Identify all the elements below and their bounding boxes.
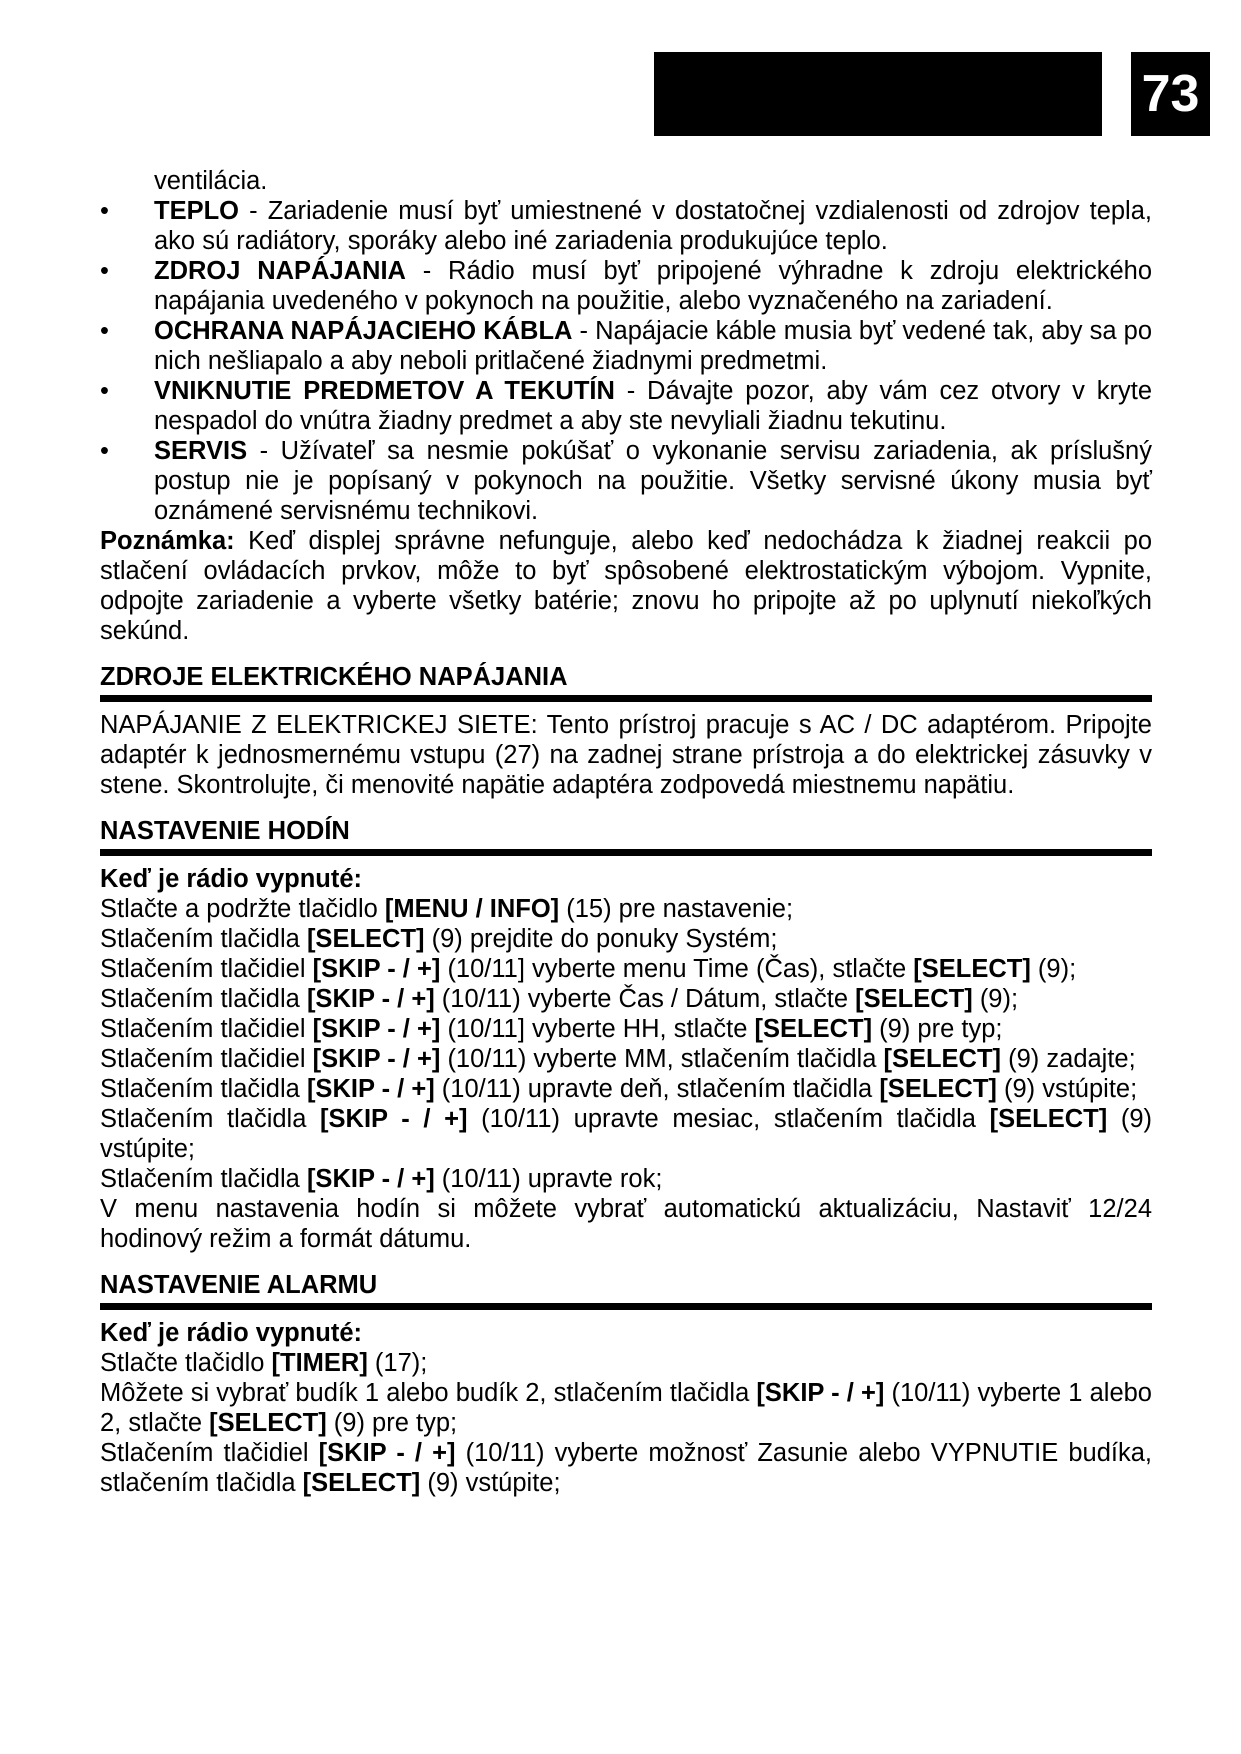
- step-text: (10/11) upravte mesiac, stlačením tlačidla: [467, 1105, 990, 1133]
- step-text: Stlačením tlačidla: [100, 985, 307, 1013]
- bullet-text: - Dávajte pozor, aby vám cez otvory v kryte nespadol do vnútra žiadny predmet a aby ste nevyliali žiadnu tekutinu.: [154, 377, 1153, 435]
- page-content: [100, 166, 1152, 1498]
- clock-steps: [100, 894, 1152, 1254]
- step-text: Stlačením tlačidiel: [100, 1439, 319, 1467]
- section-title-power: ZDROJE ELEKTRICKÉHO NAPÁJANIA: [100, 662, 1152, 702]
- step-text: (9) prejdite do ponuky Systém;: [424, 925, 778, 953]
- safety-bullet-item: [100, 376, 1152, 436]
- note-text: Keď displej správne nefunguje, alebo keď nedochádza k žiadnej reakcii po stlačení ovládacích prvkov, môže to byť spôsobené elektrostatickým výbojom. Vypnite, odpojte zariadenie a vyberte všetky batérie; znovu ho pripojte až po uplynutí niekoľkých sekúnd.: [100, 527, 1152, 645]
- button-reference: [SELECT]: [302, 1469, 421, 1497]
- step-text: (9) vstúpite;: [420, 1469, 561, 1497]
- bullet-text: - Napájacie káble musia byť vedené tak, aby sa po nich nešliapalo a aby neboli pritlačené žiadnymi predmetmi.: [154, 317, 1152, 375]
- alarm-steps: [100, 1348, 1152, 1498]
- safety-bullet-list: [100, 196, 1152, 526]
- step-text: (9) pre typ;: [872, 1015, 1003, 1043]
- button-reference: [SELECT]: [754, 1015, 873, 1043]
- step-text: Stlačte a podržte tlačidlo: [100, 895, 385, 923]
- step-text: (10/11) upravte deň, stlačením tlačidla: [434, 1075, 880, 1103]
- step-text: Stlačením tlačidla: [100, 925, 307, 953]
- step-text: Stlačením tlačidiel: [100, 1045, 313, 1073]
- clock-step: [100, 1194, 1152, 1254]
- alarm-subtitle-text: Keď je rádio vypnuté:: [100, 1319, 363, 1347]
- step-text: (10/11] vyberte HH, stlačte: [440, 1015, 755, 1043]
- button-reference: [SELECT]: [306, 925, 425, 953]
- button-reference: [SKIP - / +]: [312, 1015, 441, 1043]
- section-title-alarm: NASTAVENIE ALARMU: [100, 1270, 1152, 1310]
- step-text: (10/11) upravte rok;: [434, 1165, 663, 1193]
- step-text: (15) pre nastavenie;: [559, 895, 794, 923]
- bullet-text: - Zariadenie musí byť umiestnené v dostatočnej vzdialenosti od zdrojov tepla, ako sú radiátory, sporáky alebo iné zariadenia produkujúce teplo.: [154, 197, 1152, 255]
- header-black-bar: [654, 52, 1102, 136]
- button-reference: [SKIP - / +]: [312, 1045, 441, 1073]
- bullet-term: OCHRANA NAPÁJACIEHO KÁBLA: [154, 317, 573, 345]
- step-text: Môžete si vybrať budík 1 alebo budík 2, stlačením tlačidla: [100, 1379, 757, 1407]
- safety-bullet-item: [100, 316, 1152, 376]
- note-label: Poznámka:: [100, 527, 235, 555]
- step-text: V menu nastavenia hodín si môžete vybrať automatickú aktualizáciu, Nastaviť 12/24 hodinový režim a formát dátumu.: [100, 1195, 1152, 1253]
- button-reference: [SELECT]: [883, 1045, 1002, 1073]
- step-text: (10/11) vyberte Čas / Dátum, stlačte: [434, 985, 856, 1013]
- button-reference: [SKIP - / +]: [306, 985, 435, 1013]
- bullet-text: - Rádio musí byť pripojené výhradne k zdroju elektrického napájania uvedeného v pokynoch na použitie, alebo vyznačeného na zariadení.: [154, 257, 1153, 315]
- safety-bullet-item: [100, 256, 1152, 316]
- button-reference: [SKIP - / +]: [756, 1379, 885, 1407]
- step-text: (9) zadajte;: [1001, 1045, 1136, 1073]
- button-reference: [SELECT]: [913, 955, 1031, 983]
- step-text: Stlačením tlačidla: [100, 1075, 307, 1103]
- button-reference: [SELECT]: [855, 985, 973, 1013]
- clock-step: [100, 1164, 1152, 1194]
- clock-step: [100, 894, 1152, 924]
- step-text: Stlačením tlačidiel: [100, 1015, 313, 1043]
- step-text: Stlačením tlačidiel: [100, 955, 313, 983]
- bullet-term: TEPLO: [154, 197, 240, 225]
- note-paragraph: [100, 526, 1152, 646]
- page-number: 73: [1131, 52, 1210, 136]
- clock-step: [100, 924, 1152, 954]
- alarm-step: [100, 1378, 1152, 1438]
- bullet-term: ZDROJ NAPÁJANIA: [154, 257, 406, 285]
- step-text: Stlačením tlačidla: [100, 1105, 321, 1133]
- step-text: (9);: [972, 985, 1019, 1013]
- step-text: (9);: [1030, 955, 1077, 983]
- button-reference: [TIMER]: [271, 1349, 368, 1377]
- button-reference: [SKIP - / +]: [320, 1105, 468, 1133]
- section-title-clock: NASTAVENIE HODÍN: [100, 816, 1152, 856]
- step-text: (9) vstúpite;: [100, 1105, 1152, 1163]
- step-text: (17);: [367, 1349, 428, 1377]
- step-text: (9) pre typ;: [326, 1409, 458, 1437]
- button-reference: [SKIP - / +]: [306, 1165, 435, 1193]
- bullet-term: VNIKNUTIE PREDMETOV A TEKUTÍN: [154, 377, 615, 405]
- clock-step: [100, 1104, 1152, 1164]
- button-reference: [SELECT]: [989, 1105, 1108, 1133]
- button-reference: [SELECT]: [209, 1409, 327, 1437]
- step-text: (10/11) vyberte možnosť Zasunie alebo VYPNUTIE budíka, stlačením tlačidla: [100, 1439, 1152, 1497]
- button-reference: [MENU / INFO]: [384, 895, 560, 923]
- alarm-subtitle: [100, 1318, 1152, 1348]
- step-text: (10/11] vyberte menu Time (Čas), stlačte: [440, 955, 914, 983]
- safety-bullet-item: [100, 196, 1152, 256]
- step-text: (10/11) vyberte 1 alebo 2, stlačte: [100, 1379, 1152, 1437]
- step-text: Stlačením tlačidla: [100, 1165, 307, 1193]
- safety-bullet-item: [100, 436, 1152, 526]
- button-reference: [SKIP - / +]: [312, 955, 441, 983]
- clock-step: [100, 1014, 1152, 1044]
- button-reference: [SELECT]: [879, 1075, 997, 1103]
- clock-step: [100, 954, 1152, 984]
- clock-subtitle-text: Keď je rádio vypnuté:: [100, 865, 363, 893]
- clock-step: [100, 984, 1152, 1014]
- step-text: Stlačte tlačidlo: [100, 1349, 272, 1377]
- alarm-step: [100, 1438, 1152, 1498]
- clock-subtitle: [100, 864, 1152, 894]
- alarm-step: [100, 1348, 1152, 1378]
- step-text: (9) vstúpite;: [996, 1075, 1138, 1103]
- bullet-text: - Užívateľ sa nesmie pokúšať o vykonanie servisu zariadenia, ak príslušný postup nie je popísaný v pokynoch na použitie. Všetky servisné úkony musia byť oznámené servisnému technikovi.: [154, 437, 1152, 525]
- intro-line: ventilácia.: [154, 167, 268, 195]
- button-reference: [SKIP - / +]: [306, 1075, 435, 1103]
- bullet-term: SERVIS: [154, 437, 248, 465]
- clock-step: [100, 1074, 1152, 1104]
- clock-step: [100, 1044, 1152, 1074]
- step-text: (10/11) vyberte MM, stlačením tlačidla: [440, 1045, 884, 1073]
- button-reference: [SKIP - / +]: [318, 1439, 456, 1467]
- power-paragraph: NAPÁJANIE Z ELEKTRICKEJ SIETE: Tento prístroj pracuje s AC / DC adaptérom. Pripojte adaptér k jednosmernému vstupu (27) na zadnej strane prístroja a do elektrickej zásuvky v stene. Skontrolujte, či menovité napätie adaptéra zodpovedá miestnemu napätiu.: [100, 711, 1152, 799]
